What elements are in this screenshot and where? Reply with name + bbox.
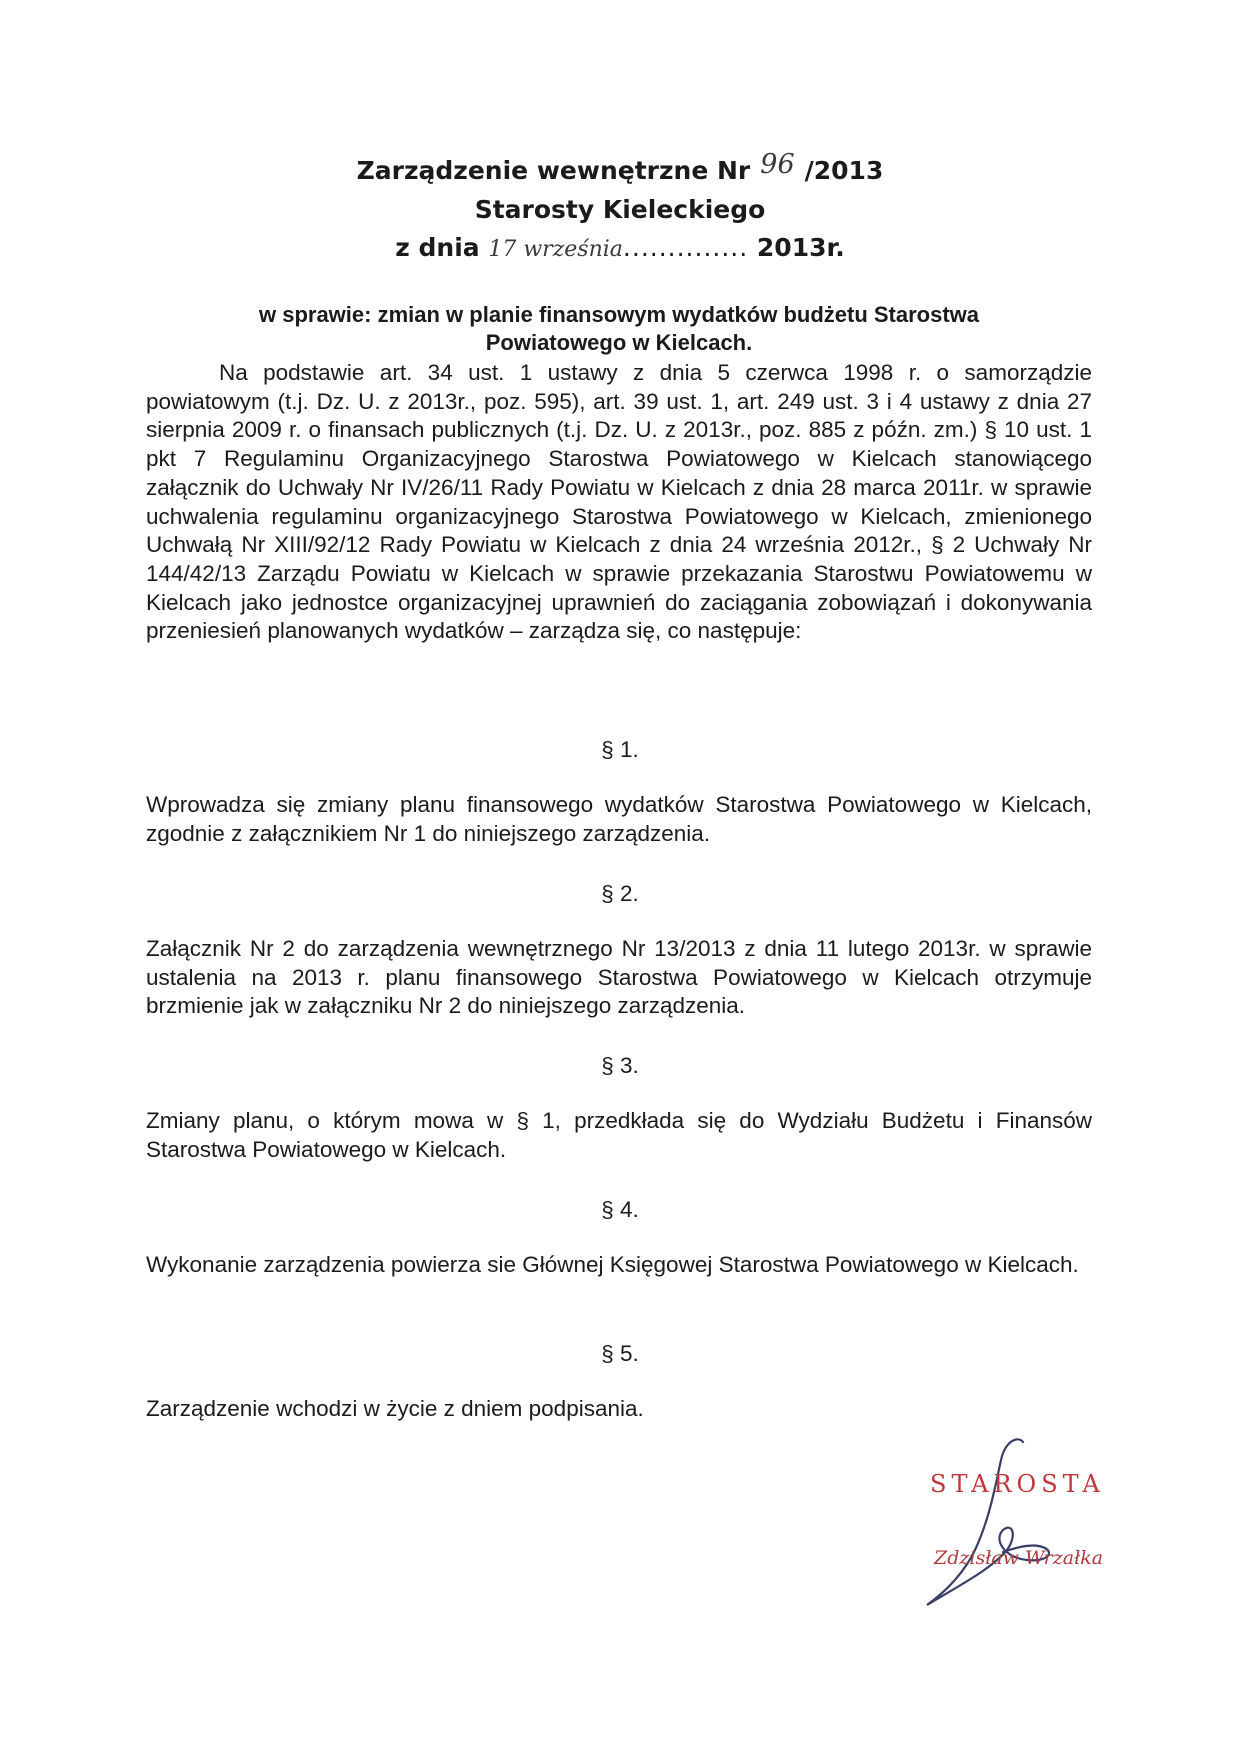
- section-1-heading: § 1.: [601, 737, 639, 762]
- subject-line-1: w sprawie: zmian w planie finansowym wydatków budżetu Starostwa: [258, 302, 980, 327]
- date-suffix: 2013r.: [756, 233, 845, 262]
- date-line: [0, 233, 1240, 262]
- date-prefix: z dnia: [395, 233, 480, 262]
- handwritten-number: 96: [760, 149, 795, 180]
- section-3-heading: § 3.: [601, 1053, 639, 1078]
- signature-icon: [905, 1430, 1105, 1610]
- title-suffix: /2013: [804, 156, 884, 185]
- section-4-heading: § 4.: [601, 1197, 639, 1222]
- section-3-text: Zmiany planu, o którym mowa w § 1, przedkłada się do Wydziału Budżetu i Finansów Starostwa Powiatowego w Kielcach.: [146, 1108, 1092, 1162]
- issuer-line: Starosty Kieleckiego: [474, 195, 766, 224]
- section-4-text: Wykonanie zarządzenia powierza sie Głównej Księgowej Starostwa Powiatowego w Kielcach.: [146, 1252, 1079, 1277]
- stamp-name: Zdzisław Wrzałka: [934, 1547, 1104, 1569]
- section-2-text: Załącznik Nr 2 do zarządzenia wewnętrznego Nr 13/2013 z dnia 11 lutego 2013r. w sprawie ustalenia na 2013 r. planu finansowego Starostwa Powiatowego w Kielcach otrzymuje brzmienie jak w załączniku Nr 2 do niniejszego zarządzenia.: [146, 936, 1092, 1019]
- handwritten-date: 17 września: [488, 237, 623, 262]
- title-line: [0, 149, 1240, 186]
- stamp-title: STAROSTA: [930, 1470, 1105, 1498]
- section-2-heading: § 2.: [601, 881, 639, 906]
- section-5-text: Zarządzenie wchodzi w życie z dniem podpisania.: [146, 1396, 644, 1421]
- preamble-paragraph: Na podstawie art. 34 ust. 1 ustawy z dnia 5 czerwca 1998 r. o samorządzie powiatowym (t.j. Dz. U. z 2013r., poz. 595), art. 39 ust. 1, art. 249 ust. 3 i 4 ustawy z dnia 27 sierpnia 2009 r. o finansach publicznych (t.j. Dz. U. z 2013r., poz. 885 z późn. zm.) § 10 ust. 1 pkt 7 Regulaminu Organizacyjnego Starostwa Powiatowego w Kielcach stanowiącego załącznik do Uchwały Nr IV/26/11 Rady Powiatu w Kielcach z dnia 28 marca 2011r. w sprawie uchwalenia regulaminu organizacyjnego Starostwa Powiatowego w Kielcach, zmienionego Uchwałą Nr XIII/92/12 Rady Powiatu w Kielcach z dnia 24 września 2012r., § 2 Uchwały Nr 144/42/13 Zarządu Powiatu w Kielcach w sprawie przekazania Starostwu Powiatowemu w Kielcach jako jednostce organizacyjnej uprawnień do zaciągania zobowiązań i dokonywania przeniesień planowanych wydatków – zarządza się, co następuje:: [146, 360, 1092, 644]
- title-prefix: Zarządzenie wewnętrzne Nr: [356, 156, 751, 185]
- date-dots: ..............: [622, 233, 749, 262]
- subject-line-2: Powiatowego w Kielcach.: [485, 330, 753, 355]
- section-1-text: Wprowadza się zmiany planu finansowego wydatków Starostwa Powiatowego w Kielcach, zgodnie z załącznikiem Nr 1 do niniejszego zarządzenia.: [146, 792, 1092, 846]
- section-5-heading: § 5.: [601, 1341, 639, 1366]
- subject: [146, 301, 1092, 357]
